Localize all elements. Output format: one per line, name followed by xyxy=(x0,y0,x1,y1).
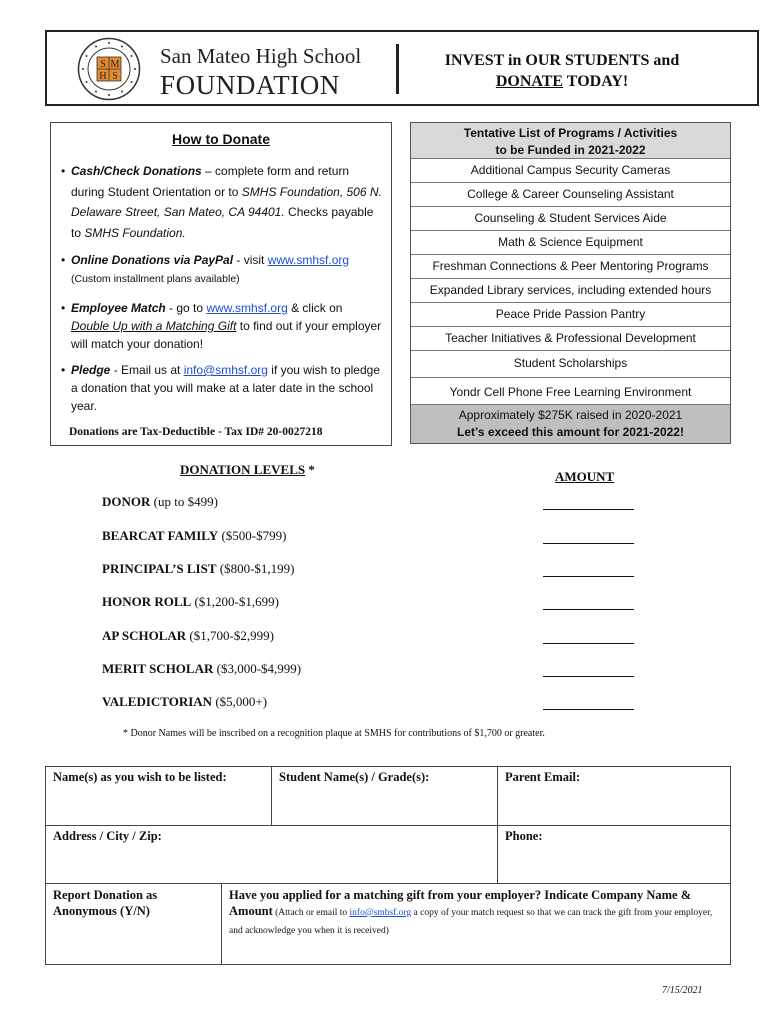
phone-field[interactable] xyxy=(498,826,730,884)
online-text: - visit xyxy=(233,253,268,267)
recognition-plaque-note: * Donor Names will be inscribed on a recognition plaque at SMHS for contributions of $1,700 or greater. xyxy=(123,728,545,739)
level-name: PRINCIPAL’S LIST xyxy=(102,561,217,576)
donor-info-form xyxy=(45,766,731,965)
level-name: AP SCHOLAR xyxy=(102,628,187,643)
program-row: Freshman Connections & Peer Mentoring Programs xyxy=(411,255,730,279)
bullet-dot-icon: • xyxy=(61,301,66,315)
amount-input-line[interactable] xyxy=(543,543,634,544)
program-row: Math & Science Equipment xyxy=(411,231,730,255)
program-row: Counseling & Student Services Aide xyxy=(411,207,730,231)
pledge-text-2: if you wish to pledge a donation that you will make at a later date in the school year. xyxy=(71,363,381,413)
level-range: ($800-$1,199) xyxy=(216,561,295,576)
matching-gift-link[interactable]: Double Up with a Matching Gift xyxy=(71,319,237,333)
pledge-email-link[interactable]: info@smhsf.org xyxy=(183,363,268,377)
cash-text: – complete form and return during Student Orientation or to xyxy=(71,164,350,199)
tax-deductible-note: Donations are Tax-Deductible - Tax ID# 20-0027218 xyxy=(69,426,323,438)
amount-input-line[interactable] xyxy=(543,576,634,577)
level-name: HONOR ROLL xyxy=(102,594,192,609)
level-name: DONOR xyxy=(102,494,151,509)
school-seal-logo xyxy=(77,37,141,101)
seal-letter: S xyxy=(100,59,106,70)
programs-table-footer xyxy=(411,405,730,443)
program-row: Yondr Cell Phone Free Learning Environment xyxy=(411,378,730,405)
seal-letter: M xyxy=(110,59,120,70)
level-name: BEARCAT FAMILY xyxy=(102,528,219,543)
cta-today: TODAY! xyxy=(563,73,629,90)
raised-amount-text: Approximately $275K raised in 2020-2021 xyxy=(458,408,683,422)
level-range: ($5,000+) xyxy=(212,694,268,709)
header-divider xyxy=(396,44,399,94)
cta-line-1: INVEST in OUR STUDENTS and xyxy=(444,52,680,69)
level-name: MERIT SCHOLAR xyxy=(102,661,214,676)
address-label: Address / City / Zip: xyxy=(53,829,162,843)
donation-level[interactable] xyxy=(102,561,295,577)
how-to-donate-title-text: How to Donate xyxy=(172,131,270,147)
names-field[interactable] xyxy=(46,767,272,826)
bullet-dot-icon: • xyxy=(61,164,66,178)
header-banner xyxy=(45,30,759,106)
cash-text-2: Checks payable to xyxy=(71,205,374,240)
cta-line-2 xyxy=(412,71,712,92)
level-name: VALEDICTORIAN xyxy=(102,694,213,709)
bullet-cash-check xyxy=(61,161,383,243)
programs-header-line-2: to be Funded in 2021-2022 xyxy=(495,143,646,157)
level-range: ($1,700-$2,999) xyxy=(186,628,274,643)
school-name: San Mateo High School xyxy=(160,44,362,68)
amount-input-line[interactable] xyxy=(543,643,634,644)
programs-table-header xyxy=(411,123,730,159)
program-row: College & Career Counseling Assistant xyxy=(411,183,730,207)
donation-levels-asterisk: * xyxy=(305,462,315,477)
online-note: (Custom installment plans available) xyxy=(71,273,240,285)
program-row: Student Scholarships xyxy=(411,351,730,378)
matching-gift-email-link[interactable]: info@smhsf.org xyxy=(349,908,412,918)
amount-column-title: AMOUNT xyxy=(555,469,615,484)
names-label: Name(s) as you wish to be listed: xyxy=(53,770,227,784)
exceed-goal-text: Let’s exceed this amount for 2021-2022! xyxy=(457,425,684,439)
cta-donate-word: DONATE xyxy=(495,73,564,90)
matching-gift-field[interactable] xyxy=(222,884,730,964)
donation-level[interactable] xyxy=(102,628,274,644)
donation-level[interactable] xyxy=(102,661,301,677)
seal-letter: S xyxy=(112,71,118,82)
amount-input-line[interactable] xyxy=(543,609,634,610)
level-range: ($500-$799) xyxy=(218,528,287,543)
level-range: (up to $499) xyxy=(150,494,218,509)
employee-label: Employee Match xyxy=(71,301,166,315)
program-row: Expanded Library services, including extended hours xyxy=(411,279,730,303)
cash-payee: SMHS Foundation. xyxy=(84,225,186,240)
cash-label: Cash/Check Donations xyxy=(71,164,202,178)
employee-text-2: & click on xyxy=(287,301,343,315)
how-to-donate-box xyxy=(50,122,392,446)
bullet-dot-icon: • xyxy=(61,253,66,267)
matching-gift-question: Have you applied for a matching gift from your employer? Indicate Company Name & Amount xyxy=(229,888,692,918)
anonymous-label-1: Report Donation as xyxy=(53,888,158,902)
matching-gift-note-2: a copy of your match request so that we can track the gift from your employer, and acknowledge you when it is received) xyxy=(229,908,713,936)
program-row: Peace Pride Passion Pantry xyxy=(411,303,730,327)
student-label: Student Name(s) / Grade(s): xyxy=(279,770,430,784)
employee-text-3: to find out if your employer will match your donation! xyxy=(71,319,382,351)
parent-email-field[interactable] xyxy=(498,767,730,826)
pledge-label: Pledge xyxy=(71,363,111,377)
program-row: Teacher Initiatives & Professional Development xyxy=(411,327,730,351)
header-call-to-action xyxy=(412,50,712,92)
online-link[interactable]: www.smhsf.org xyxy=(267,253,350,267)
address-field[interactable] xyxy=(46,826,498,884)
level-range: ($3,000-$4,999) xyxy=(213,661,302,676)
employee-link[interactable]: www.smhsf.org xyxy=(206,301,288,315)
programs-header-line-1: Tentative List of Programs / Activities xyxy=(463,126,678,140)
amount-input-line[interactable] xyxy=(543,676,634,677)
online-label: Online Donations via PayPal xyxy=(71,253,234,267)
donation-level[interactable] xyxy=(102,494,218,510)
level-range: ($1,200-$1,699) xyxy=(191,594,279,609)
bullet-dot-icon: • xyxy=(61,363,66,377)
matching-gift-note: (Attach or email to xyxy=(272,908,350,918)
donation-level[interactable] xyxy=(102,528,286,544)
student-field[interactable] xyxy=(272,767,498,826)
amount-input-line[interactable] xyxy=(543,509,634,510)
anonymous-label-2: Anonymous (Y/N) xyxy=(53,904,150,918)
donation-level[interactable] xyxy=(102,694,267,710)
how-to-donate-title xyxy=(51,131,391,147)
anonymous-field[interactable] xyxy=(46,884,222,964)
pledge-text: - Email us at xyxy=(110,363,184,377)
donation-levels-title-text: DONATION LEVELS xyxy=(180,462,306,477)
employee-text: - go to xyxy=(165,301,207,315)
form-date: 7/15/2021 xyxy=(662,985,703,996)
cash-address: SMHS Foundation, 506 N. Delaware Street, San Mateo, CA 94401. xyxy=(71,184,382,219)
donation-levels-title xyxy=(180,462,315,478)
parent-email-label: Parent Email: xyxy=(505,770,581,784)
donation-level[interactable] xyxy=(102,594,279,610)
program-row: Additional Campus Security Cameras xyxy=(411,159,730,183)
programs-table xyxy=(410,122,731,444)
bullet-pledge xyxy=(61,361,383,415)
bullet-employee-match xyxy=(61,299,383,353)
phone-label: Phone: xyxy=(505,829,543,843)
bullet-online xyxy=(61,251,383,288)
amount-input-line[interactable] xyxy=(543,709,634,710)
seal-letter: H xyxy=(99,71,107,82)
foundation-wordmark: FOUNDATION xyxy=(160,70,340,100)
